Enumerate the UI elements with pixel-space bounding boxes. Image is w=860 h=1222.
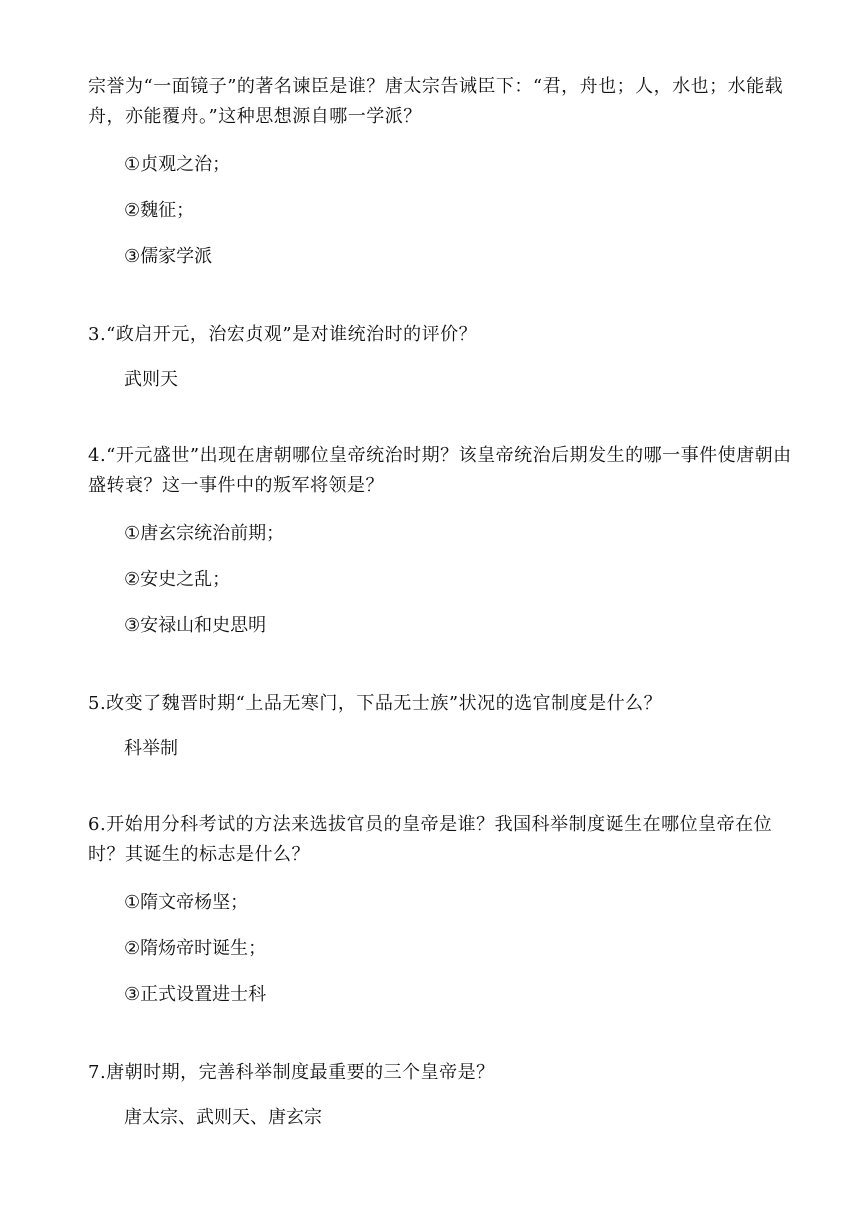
answer-item: 科举制 bbox=[124, 738, 178, 759]
answer-item: ③儒家学派 bbox=[124, 246, 213, 267]
answer-item: ①贞观之治； bbox=[124, 154, 231, 175]
answer-item: ②魏征； bbox=[124, 200, 195, 221]
answer-item: ①隋文帝杨坚； bbox=[124, 892, 249, 913]
question-text: 7.唐朝时期，完善科举制度最重要的三个皇帝是？ bbox=[88, 1062, 495, 1083]
answer-item: ①唐玄宗统治前期； bbox=[124, 523, 285, 544]
answer-item: ③安禄山和史思明 bbox=[124, 615, 267, 636]
answer-item: ②隋炀帝时诞生； bbox=[124, 938, 267, 959]
question-text: 5.改变了魏晋时期“上品无寒门，下品无士族”状况的选官制度是什么？ bbox=[88, 693, 663, 714]
answer-item: ②安史之乱； bbox=[124, 569, 231, 590]
question-text: 6.开始用分科考试的方法来选拔官员的皇帝是谁？我国科举制度诞生在哪位皇帝在位时？其诞生的标志是什么？ bbox=[88, 814, 773, 865]
answer-item: ③正式设置进士科 bbox=[124, 984, 267, 1005]
question-text: 4.“开元盛世”出现在唐朝哪位皇帝统治时期？该皇帝统治后期发生的哪一事件使唐朝由盛转衰？这一事件中的叛军将领是？ bbox=[88, 445, 792, 496]
question-text: 宗誉为“一面镜子”的著名谏臣是谁？唐太宗告诫臣下：“君，舟也；人，水也；水能载舟，亦能覆舟。”这种思想源自哪一学派？ bbox=[88, 76, 784, 127]
question-text: 3.“政启开元，治宏贞观”是对谁统治时的评价？ bbox=[88, 324, 478, 345]
answer-item: 武则天 bbox=[124, 369, 178, 390]
answer-item: 唐太宗、武则天、唐玄宗 bbox=[124, 1107, 322, 1128]
